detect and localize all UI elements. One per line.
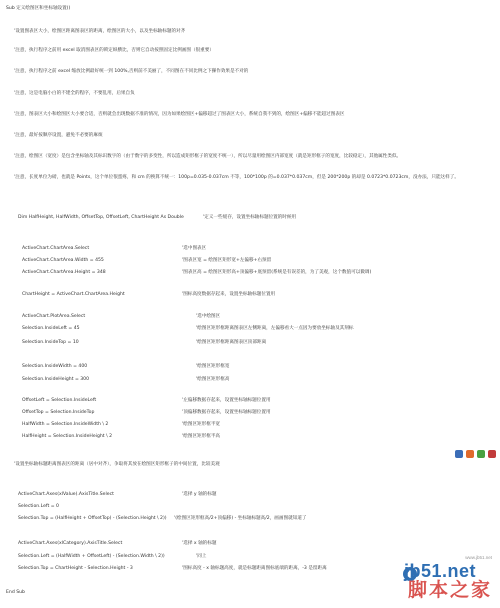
code-line: HalfWidth = Selection.InsideWidth \ 2	[22, 422, 109, 427]
code-line: ActiveChart.Axes(xlValue).AxisTitle.Select	[18, 492, 114, 497]
code-line: '注意，绘图区（宽度）是包含坐标轴及其标识数字的（由于数字的多变性，所以造成矩形框子的宽度不统一），所以尽量用绘图区内部宽度（就是矩形框子的宽度，比较稳定），其他属性类似。	[14, 154, 402, 159]
code-line: Selection.InsideWidth = 400	[22, 364, 88, 369]
code-line: '图表区高 = 绘图区矩形高+顶偏移+底预留(系统是有误差的，为了美观，这个数值可以微调)	[182, 270, 372, 275]
code-line: '设置坐标轴标题距离图表区的距离（居中对齐），争取将其放在绘图区矩形框子的中间位置，比较美观	[14, 462, 220, 467]
code-line: '绘图区矩形框距离图表区顶部距离	[196, 340, 267, 345]
code-line: ActiveChart.ChartArea.Height = 348	[22, 270, 106, 275]
code-line: Sub 定义绘图区和坐标轴设置()	[6, 6, 71, 11]
share-icons[interactable]	[455, 450, 496, 458]
code-line: ActiveChart.PlotArea.Select	[22, 314, 86, 319]
code-line: HalfHeight = Selection.InsideHeight \ 2	[22, 434, 113, 439]
code-line: Selection.Top = (HalfHeight + OffsetTop) - (Selection.Height \ 2))	[18, 516, 167, 521]
code-line: '图标高度 - x 轴标题高度，就是标题距离图标底端的距离，-3 是留距离	[182, 566, 327, 571]
code-line: '选中图表区	[182, 246, 207, 251]
code-line: '绘图区矩形框半宽	[182, 422, 221, 427]
code-line: Selection.Top = ChartHeight - Selection.Height - 3	[18, 566, 133, 571]
code-line: '注意，最好按顺序设置，避免不必要的麻烦	[14, 133, 103, 138]
code-line: '注意，长度单位为磅，也就是 Points，这个单位很蛋疼，和 cm 的换算不统一：100p=0.035-0.037cm 不等，100*100p 的=0.037*0.037cm，但是 200*200p 的却是 0.0723*0.0723cm，没办法，只能这样了。	[14, 175, 459, 180]
code-line: '(绘图区矩形框高/2+顶偏移) - 坐标轴标题高/2，画画图就知道了	[174, 516, 307, 521]
share-icon[interactable]	[477, 450, 485, 458]
code-line: '注意，执行程序之前用 excel 取消图表区的锁定纵横比，否则它自动按照固定比例画图（很重要）	[14, 48, 214, 53]
code-line: ActiveChart.ChartArea.Width = 455	[22, 258, 104, 263]
code-line: '图标高度数据存起来，设置坐标轴标题位置用	[182, 292, 276, 297]
share-icon[interactable]	[455, 450, 463, 458]
code-line: ChartHeight = ActiveChart.ChartArea.Height	[22, 292, 125, 297]
code-line: '绘图区矩形框宽	[196, 364, 230, 369]
code-line: '顶偏移数据存起来，设置坐标轴标题位置用	[182, 410, 271, 415]
share-icon[interactable]	[466, 450, 474, 458]
code-line: '绘图区矩形框距离图表区左侧距离，左偏移看大一点因为要放坐标轴及其刻标	[196, 326, 354, 331]
code-line: Selection.InsideHeight = 300	[22, 377, 90, 382]
share-icon[interactable]	[488, 450, 496, 458]
code-line: ActiveChart.ChartArea.Select	[22, 246, 90, 251]
code-line: '设置图表区大小，绘图区距离图表区的距离，绘图区的大小，以及坐标轴标题的对齐	[14, 29, 186, 34]
code-line: Selection.InsideTop = 10	[22, 340, 79, 345]
code-line: '选择 y 轴的标题	[182, 492, 217, 497]
code-line: OffsetLeft = Selection.InsideLeft	[22, 398, 97, 403]
code-line: ActiveChart.Axes(xlCategory).AxisTitle.Select	[18, 541, 123, 546]
code-line: '注意，执行程序之前 excel 缩放比例最好统一到 100%,否则前不美丽了，不同图在不同比例之下操作效果是不对的	[14, 69, 249, 74]
watermark-site: jb51.net	[403, 561, 476, 581]
code-line: End Sub	[6, 590, 25, 595]
code-line: '选中绘图区	[196, 314, 221, 319]
code-line: Selection.InsideLeft = 45	[22, 326, 80, 331]
code-line: Selection.Left = 0	[18, 504, 59, 509]
code-line: '绘图区矩形框半高	[182, 434, 221, 439]
code-line: '左偏移数据存起来，设置坐标轴标题位置用	[182, 398, 271, 403]
code-line: '定义一些缓存，设置坐标轴标题位置的时候用	[203, 215, 297, 220]
code-line: '图表区宽 = 绘图区矩形宽+左偏移+右预留	[182, 258, 272, 263]
code-line: OffsetTop = Selection.InsideTop	[22, 410, 95, 415]
code-line: '绘图区矩形框高	[196, 377, 230, 382]
watermark-url: www.jb51.net	[465, 555, 492, 560]
code-line: '注意，图表区大小和绘图区大小要合适，否则就会出现数据不准的情况，因为如果绘图区+偏移超过了图表区大小，系统自我不到的，绘图区+偏移不能超过图表区	[14, 112, 345, 117]
code-line: '选择 x 轴的标题	[182, 541, 217, 546]
code-line: Dim HalfHeight, HalfWidth, OffsetTop, OffsetLeft, ChartHeight As Double	[18, 215, 184, 220]
watermark-brand: 脚本之家	[407, 579, 492, 601]
code-line: '同上	[196, 554, 207, 559]
code-line: Selection.Left = (HalfWidth + OffsetLeft) - (Selection.Width \ 2))	[18, 554, 165, 559]
code-line: '注意，这是电脑小白的不建全的程序，不要乱用，后果自负	[14, 91, 135, 96]
